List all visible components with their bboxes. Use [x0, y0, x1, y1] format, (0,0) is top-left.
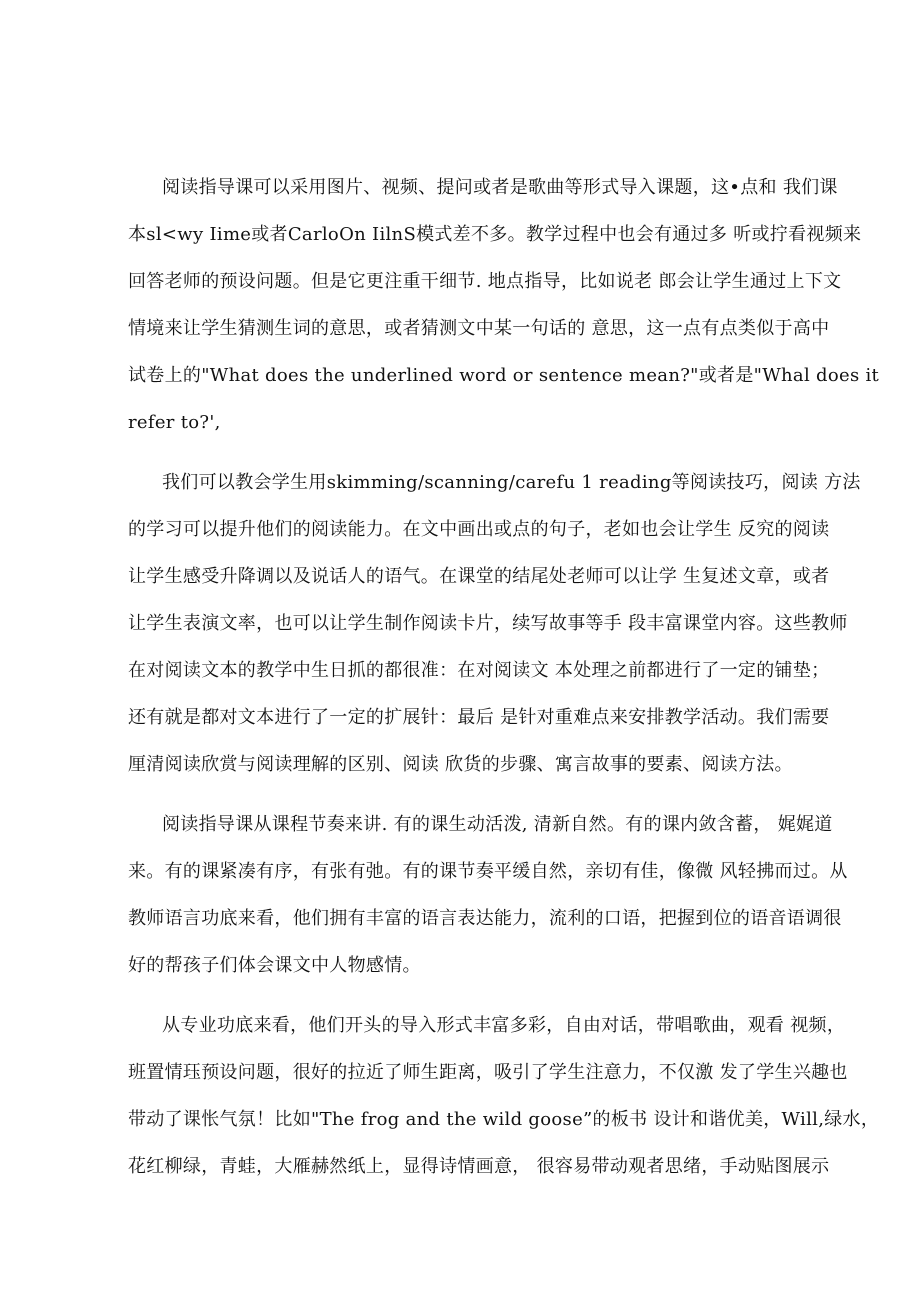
document-body: [128, 164, 880, 1203]
text-line: 的学习可以提升他们的阅读能力。在文中画出或点的句子，老如也会让学生 反究的阅读: [128, 519, 830, 540]
text-line: 教师语言功底来看，他们拥有丰富的语言表达能力，流利的口语，把握到位的语音语调很: [128, 908, 842, 929]
text-line: 阅读指导课可以采用图片、视频、提问或者是歌曲等形式导入课题，这•点和 我们课: [162, 177, 838, 198]
text-line: 阅读指导课从课程节奏来讲. 有的课生动活泼, 清新自然。有的课内敛含蓄， 娓娓道: [162, 814, 833, 835]
text-line: 试卷上的"What does the underlined word or sentence mean?"或者是"Whal does it: [128, 365, 880, 386]
text-line: 厘清阅读欣赏与阅读理解的区别、阅读 欣货的步骤、寓言故事的要素、阅读方法。: [128, 754, 793, 775]
text-line: 好的帮孩子们体会课文中人物感情。: [128, 955, 421, 976]
text-line: 让学生感受升降调以及说话人的语气。在课堂的结尾处老师可以让学 生复述文章，或者: [128, 566, 830, 587]
text-line: 带动了课怅气氛！比如"The frog and the wild goose”的板书 设计和谐优美，Will,绿水，: [128, 1109, 880, 1130]
text-line: 班置情珏预设问题，很好的拉近了师生距离，吸引了学生注意力，不仅激 发了学生兴趣也: [128, 1062, 848, 1083]
text-line: 情境来让学生猜测生词的意思，或者猜测文中某一句话的 意思，这一点有点类似于高中: [128, 318, 830, 339]
text-line: 我们可以教会学生用skimming/scanning/carefu 1 reading等阅读技巧，阅读 方法: [162, 472, 861, 493]
paragraph-3: [128, 801, 848, 989]
text-line: 让学生表演文率，也可以让学生制作阅读卡片，续写故事等手 段丰富课堂内容。这些教师: [128, 613, 848, 634]
text-line: 还有就是都对文本进行了一定的扩展针：最后 是针对重难点来安排教学活动。我们需要: [128, 707, 830, 728]
text-line: 从专业功底来看，他们开头的导入形式丰富多彩，自由对话，带唱歌曲，观看 视频，: [162, 1015, 846, 1036]
text-line: 在对阅读文本的教学中生日抓的都很准：在对阅读文 本处理之前都进行了一定的铺垫；: [128, 660, 830, 681]
text-line: 回答老师的预设问题。但是它更注重干细节. 地点指导，比如说老 郎会让学生通过上下文: [128, 271, 842, 292]
paragraph-2: [128, 459, 861, 788]
text-line: 来。有的课紧凑有序，有张有弛。有的课节奏平缓自然，亲切有佳，像微 风轻拂而过。从: [128, 861, 848, 882]
text-line: 花红柳绿，青蛙，大雁赫然纸上，显得诗情画意， 很容易带动观者思绪，手动贴图展示: [128, 1156, 830, 1177]
text-line: refer to?',: [128, 412, 221, 433]
text-line: 本sl<wy Iime或者CarloOn IilnS模式差不多。教学过程中也会有通过多 听或拧看视频来: [128, 224, 862, 245]
paragraph-1: [128, 164, 880, 446]
paragraph-4: [128, 1002, 880, 1190]
